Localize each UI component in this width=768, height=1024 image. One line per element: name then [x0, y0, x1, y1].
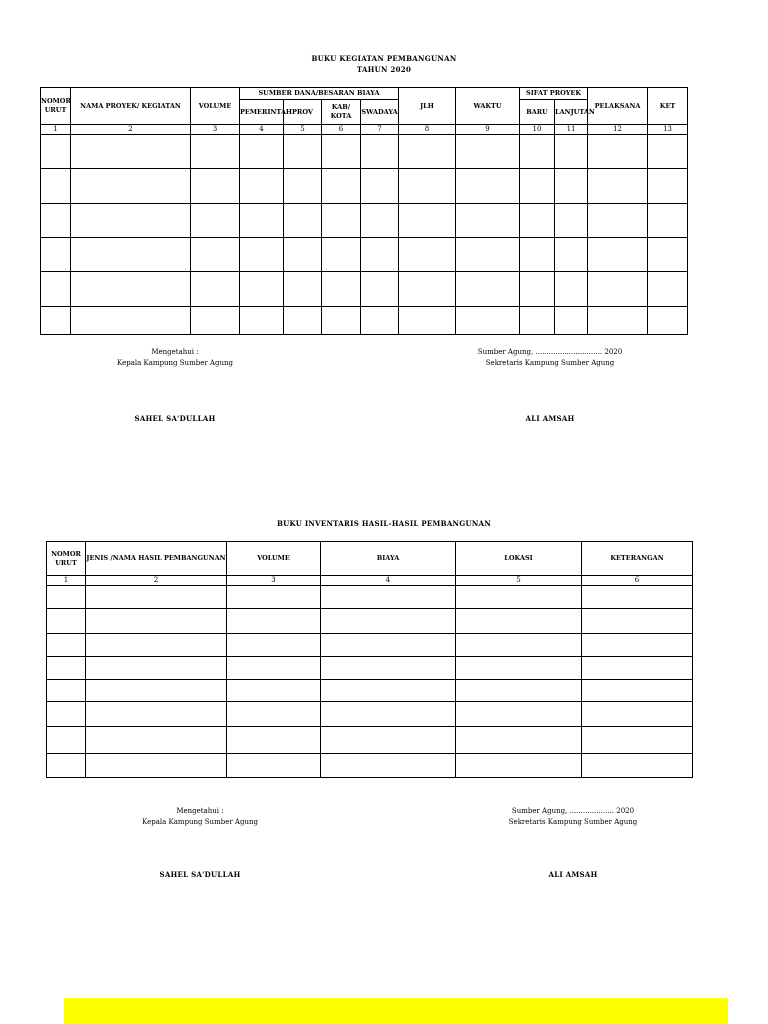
table-cell[interactable]: [284, 169, 322, 204]
table-cell[interactable]: [321, 609, 456, 634]
doc2-sign-right-name: ALI AMSAH: [548, 870, 598, 879]
header-lokasi: LOKASI: [456, 542, 582, 576]
table-cell[interactable]: [456, 754, 582, 778]
doc1-sign-left-name: SAHEL SA'DULLAH: [134, 414, 216, 423]
table-cell[interactable]: [41, 135, 71, 169]
table-cell[interactable]: [399, 169, 456, 204]
col-num: 2: [71, 125, 191, 135]
doc1-sign-left-line2: Kepala Kampung Sumber Agung: [117, 359, 233, 367]
table-cell[interactable]: [456, 609, 582, 634]
table-cell[interactable]: [555, 272, 588, 307]
table-cell[interactable]: [321, 680, 456, 702]
col-num: 3: [191, 125, 240, 135]
table-cell[interactable]: [227, 657, 321, 680]
table-cell[interactable]: [284, 307, 322, 335]
doc1-sign-left-line1: Mengetahui :: [151, 348, 199, 356]
table-row: [47, 727, 693, 754]
table-cell[interactable]: [555, 169, 588, 204]
table-cell[interactable]: [456, 272, 520, 307]
table-cell[interactable]: [588, 169, 648, 204]
table-cell[interactable]: [240, 135, 284, 169]
table-cell[interactable]: [555, 204, 588, 238]
table-cell[interactable]: [456, 680, 582, 702]
table-cell[interactable]: [399, 135, 456, 169]
doc1-column-numbers: [41, 125, 688, 135]
doc1-sign-right-line1: Sumber Agung, .............................. 2020: [477, 348, 623, 356]
table-cell[interactable]: [47, 609, 86, 634]
table-cell[interactable]: [582, 754, 693, 778]
header-baru: BARU: [520, 100, 555, 125]
table-cell[interactable]: [456, 634, 582, 657]
table-cell[interactable]: [399, 307, 456, 335]
table-cell[interactable]: [86, 754, 227, 778]
table-cell[interactable]: [456, 727, 582, 754]
table-cell[interactable]: [582, 634, 693, 657]
table-row: [47, 754, 693, 778]
table-cell[interactable]: [322, 307, 361, 335]
table-cell[interactable]: [520, 204, 555, 238]
table-cell[interactable]: [86, 702, 227, 727]
header-sumber-dana: SUMBER DANA/BESARAN BIAYA: [240, 88, 399, 100]
table-cell[interactable]: [71, 135, 191, 169]
table-cell[interactable]: [227, 634, 321, 657]
table-cell[interactable]: [240, 272, 284, 307]
header-ket: KET: [648, 88, 688, 125]
header-sifat-proyek: SIFAT PROYEK: [520, 88, 588, 100]
col-num: 11: [555, 125, 588, 135]
table-cell[interactable]: [648, 238, 688, 272]
header-jenis-nama: JENIS /NAMA HASIL PEMBANGUNAN: [86, 542, 227, 576]
table-row: [41, 238, 688, 272]
table-cell[interactable]: [41, 169, 71, 204]
highlight-bar: [64, 998, 728, 1024]
table-cell[interactable]: [321, 586, 456, 609]
table-cell[interactable]: [648, 204, 688, 238]
table-cell[interactable]: [582, 609, 693, 634]
table-cell[interactable]: [240, 204, 284, 238]
table-cell[interactable]: [361, 238, 399, 272]
table-cell[interactable]: [520, 272, 555, 307]
header-waktu: WAKTU: [456, 88, 520, 125]
table-cell[interactable]: [41, 307, 71, 335]
table-cell[interactable]: [47, 657, 86, 680]
header-swadaya: SWADAYA: [361, 100, 399, 125]
table-cell[interactable]: [361, 135, 399, 169]
table-row: [47, 680, 693, 702]
col-num: 4: [240, 125, 284, 135]
table-cell[interactable]: [227, 680, 321, 702]
doc2-title: BUKU INVENTARIS HASIL-HASIL PEMBANGUNAN: [276, 519, 492, 528]
header-biaya: BIAYA: [321, 542, 456, 576]
table-cell[interactable]: [47, 702, 86, 727]
table-cell[interactable]: [456, 169, 520, 204]
table-cell[interactable]: [582, 727, 693, 754]
table-cell[interactable]: [41, 204, 71, 238]
table-cell[interactable]: [191, 169, 240, 204]
doc2-body: [47, 586, 693, 778]
table-cell[interactable]: [191, 307, 240, 335]
table-cell[interactable]: [648, 135, 688, 169]
table-cell[interactable]: [47, 586, 86, 609]
table-cell[interactable]: [71, 272, 191, 307]
header-pelaksana: PELAKSANA: [588, 88, 648, 125]
table-cell[interactable]: [456, 204, 520, 238]
col-num: 1: [41, 125, 71, 135]
table-cell[interactable]: [520, 169, 555, 204]
table-row: [41, 307, 688, 335]
table-cell[interactable]: [361, 204, 399, 238]
table-cell[interactable]: [191, 272, 240, 307]
table-cell[interactable]: [456, 586, 582, 609]
table-cell[interactable]: [86, 680, 227, 702]
table-cell[interactable]: [582, 586, 693, 609]
table-cell[interactable]: [86, 586, 227, 609]
header-volume: VOLUME: [227, 542, 321, 576]
table-cell[interactable]: [284, 272, 322, 307]
table-cell[interactable]: [47, 680, 86, 702]
table-cell[interactable]: [588, 272, 648, 307]
table-cell[interactable]: [322, 169, 361, 204]
table-row: [47, 702, 693, 727]
header-volume: VOLUME: [191, 88, 240, 125]
table-cell[interactable]: [41, 272, 71, 307]
table-cell[interactable]: [456, 657, 582, 680]
table-cell[interactable]: [555, 238, 588, 272]
col-num: 8: [399, 125, 456, 135]
table-cell[interactable]: [86, 634, 227, 657]
table-cell[interactable]: [191, 238, 240, 272]
table-row: [47, 634, 693, 657]
table-cell[interactable]: [321, 702, 456, 727]
table-cell[interactable]: [227, 609, 321, 634]
table-cell[interactable]: [227, 754, 321, 778]
doc1-year: TAHUN 2020: [356, 65, 412, 74]
doc2-sign-left-line2: Kepala Kampung Sumber Agung: [142, 818, 258, 826]
table-cell[interactable]: [456, 307, 520, 335]
doc2-table: [46, 541, 693, 778]
table-cell[interactable]: [227, 586, 321, 609]
header-nama-proyek: NAMA PROYEK/ KEGIATAN: [71, 88, 191, 125]
header-lanjutan: LANJUTAN: [555, 100, 588, 125]
table-cell[interactable]: [240, 238, 284, 272]
table-row: [41, 135, 688, 169]
col-num: 10: [520, 125, 555, 135]
table-cell[interactable]: [520, 307, 555, 335]
doc1-sign-right-name: ALI AMSAH: [525, 414, 575, 423]
table-cell[interactable]: [321, 634, 456, 657]
table-cell[interactable]: [71, 238, 191, 272]
doc1-body: [41, 135, 688, 335]
table-cell[interactable]: [227, 702, 321, 727]
table-cell[interactable]: [284, 135, 322, 169]
header-keterangan: KETERANGAN: [582, 542, 693, 576]
table-cell[interactable]: [588, 307, 648, 335]
table-cell[interactable]: [240, 169, 284, 204]
doc2-column-numbers: [47, 576, 693, 586]
table-cell[interactable]: [71, 169, 191, 204]
header-prov: PROV: [284, 100, 322, 125]
doc2-sign-left-name: SAHEL SA'DULLAH: [159, 870, 241, 879]
table-cell[interactable]: [71, 204, 191, 238]
table-cell[interactable]: [456, 135, 520, 169]
table-cell[interactable]: [47, 634, 86, 657]
table-cell[interactable]: [361, 272, 399, 307]
table-cell[interactable]: [284, 238, 322, 272]
header-jlh: JLH: [399, 88, 456, 125]
table-cell[interactable]: [322, 204, 361, 238]
table-cell[interactable]: [322, 272, 361, 307]
col-num: 3: [227, 576, 321, 586]
col-num: 1: [47, 576, 86, 586]
table-cell[interactable]: [582, 680, 693, 702]
table-cell[interactable]: [321, 727, 456, 754]
table-cell[interactable]: [520, 135, 555, 169]
col-num: 4: [321, 576, 456, 586]
col-num: 9: [456, 125, 520, 135]
table-cell[interactable]: [648, 272, 688, 307]
doc1-table: [40, 87, 688, 335]
table-cell[interactable]: [361, 307, 399, 335]
table-cell[interactable]: [456, 238, 520, 272]
col-num: 12: [588, 125, 648, 135]
table-cell[interactable]: [322, 135, 361, 169]
col-num: 5: [284, 125, 322, 135]
table-cell[interactable]: [648, 307, 688, 335]
table-cell[interactable]: [41, 238, 71, 272]
table-cell[interactable]: [191, 135, 240, 169]
table-cell[interactable]: [399, 238, 456, 272]
table-row: [47, 609, 693, 634]
table-row: [41, 169, 688, 204]
table-cell[interactable]: [322, 238, 361, 272]
header-kab-kota: KAB/ KOTA: [322, 100, 361, 125]
table-cell[interactable]: [321, 754, 456, 778]
header-nomor-urut: NOMOR URUT: [41, 88, 71, 125]
table-cell[interactable]: [227, 727, 321, 754]
doc1-title: BUKU KEGIATAN PEMBANGUNAN: [311, 54, 457, 63]
table-row: [41, 204, 688, 238]
doc2-sign-right-line1: Sumber Agung, .................... 2020: [511, 807, 635, 815]
doc2-sign-right-line2: Sekretaris Kampung Sumber Agung: [508, 818, 638, 826]
table-cell[interactable]: [86, 657, 227, 680]
col-num: 5: [456, 576, 582, 586]
table-cell[interactable]: [86, 727, 227, 754]
table-cell[interactable]: [582, 657, 693, 680]
table-cell[interactable]: [71, 307, 191, 335]
table-cell[interactable]: [361, 169, 399, 204]
table-cell[interactable]: [456, 702, 582, 727]
col-num: 2: [86, 576, 227, 586]
table-cell[interactable]: [648, 169, 688, 204]
table-cell[interactable]: [588, 204, 648, 238]
table-cell[interactable]: [321, 657, 456, 680]
table-cell[interactable]: [240, 307, 284, 335]
doc1-sign-right-line2: Sekretaris Kampung Sumber Agung: [485, 359, 615, 367]
table-row: [47, 657, 693, 680]
table-cell[interactable]: [520, 238, 555, 272]
table-cell[interactable]: [47, 754, 86, 778]
table-cell[interactable]: [284, 204, 322, 238]
col-num: 13: [648, 125, 688, 135]
table-cell[interactable]: [588, 135, 648, 169]
table-cell[interactable]: [191, 204, 240, 238]
table-cell[interactable]: [47, 727, 86, 754]
table-cell[interactable]: [86, 609, 227, 634]
doc2-sign-left-line1: Mengetahui :: [176, 807, 224, 815]
header-nomor-urut: NOMOR URUT: [47, 542, 86, 576]
col-num: 7: [361, 125, 399, 135]
table-cell[interactable]: [588, 238, 648, 272]
table-cell[interactable]: [582, 702, 693, 727]
table-row: [47, 586, 693, 609]
table-cell[interactable]: [399, 272, 456, 307]
table-cell[interactable]: [555, 307, 588, 335]
col-num: 6: [322, 125, 361, 135]
table-cell[interactable]: [555, 135, 588, 169]
header-pemerintah: PEMERINTAH: [240, 100, 284, 125]
table-row: [41, 272, 688, 307]
col-num: 6: [582, 576, 693, 586]
table-cell[interactable]: [399, 204, 456, 238]
